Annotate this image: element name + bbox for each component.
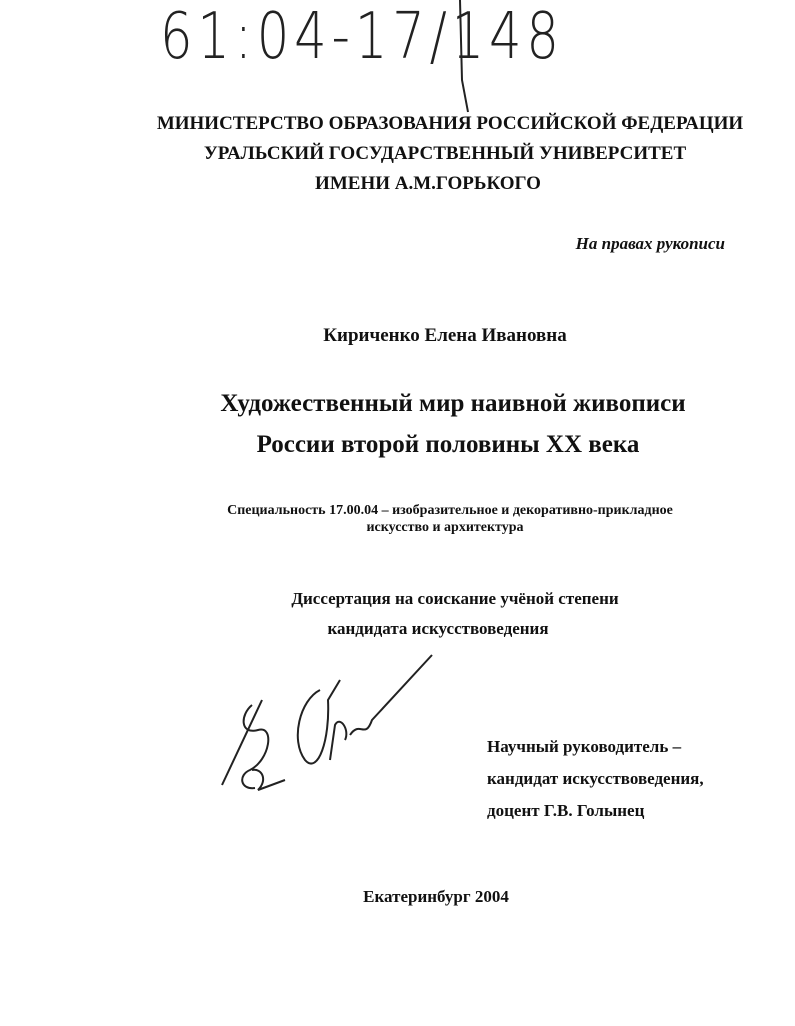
- supervisor-line-1: Научный руководитель –: [487, 737, 682, 756]
- degree-line-1: Диссертация на соискание учёной степени: [291, 589, 619, 608]
- signature: [222, 655, 432, 790]
- manuscript-note: На правах рукописи: [575, 234, 725, 253]
- author-name: Кириченко Елена Ивановна: [323, 325, 567, 346]
- title-line-2: России второй половины XX века: [256, 431, 640, 458]
- supervisor-line-2: кандидат искусствоведения,: [487, 769, 704, 788]
- archive-divider-stroke: [460, 0, 468, 112]
- university-heading: УРАЛЬСКИЙ ГОСУДАРСТВЕННЫЙ УНИВЕРСИТЕТ: [203, 143, 687, 164]
- ministry-heading: МИНИСТЕРСТВО ОБРАЗОВАНИЯ РОССИЙСКОЙ ФЕДЕРАЦИИ: [156, 113, 744, 134]
- degree-line-2: кандидата искусствоведения: [327, 619, 549, 638]
- supervisor-line-3: доцент Г.В. Голынец: [487, 801, 645, 820]
- specialty-line-2: искусство и архитектура: [366, 520, 524, 535]
- university-name: ИМЕНИ А.М.ГОРЬКОГО: [315, 173, 541, 194]
- specialty-line-1: Специальность 17.00.04 – изобразительное и декоративно-прикладное: [227, 503, 673, 518]
- city-year: Екатеринбург 2004: [363, 887, 509, 906]
- handwritten-archive-number: 61:04-17/148: [160, 0, 564, 74]
- title-line-1: Художественный мир наивной живописи: [220, 390, 686, 417]
